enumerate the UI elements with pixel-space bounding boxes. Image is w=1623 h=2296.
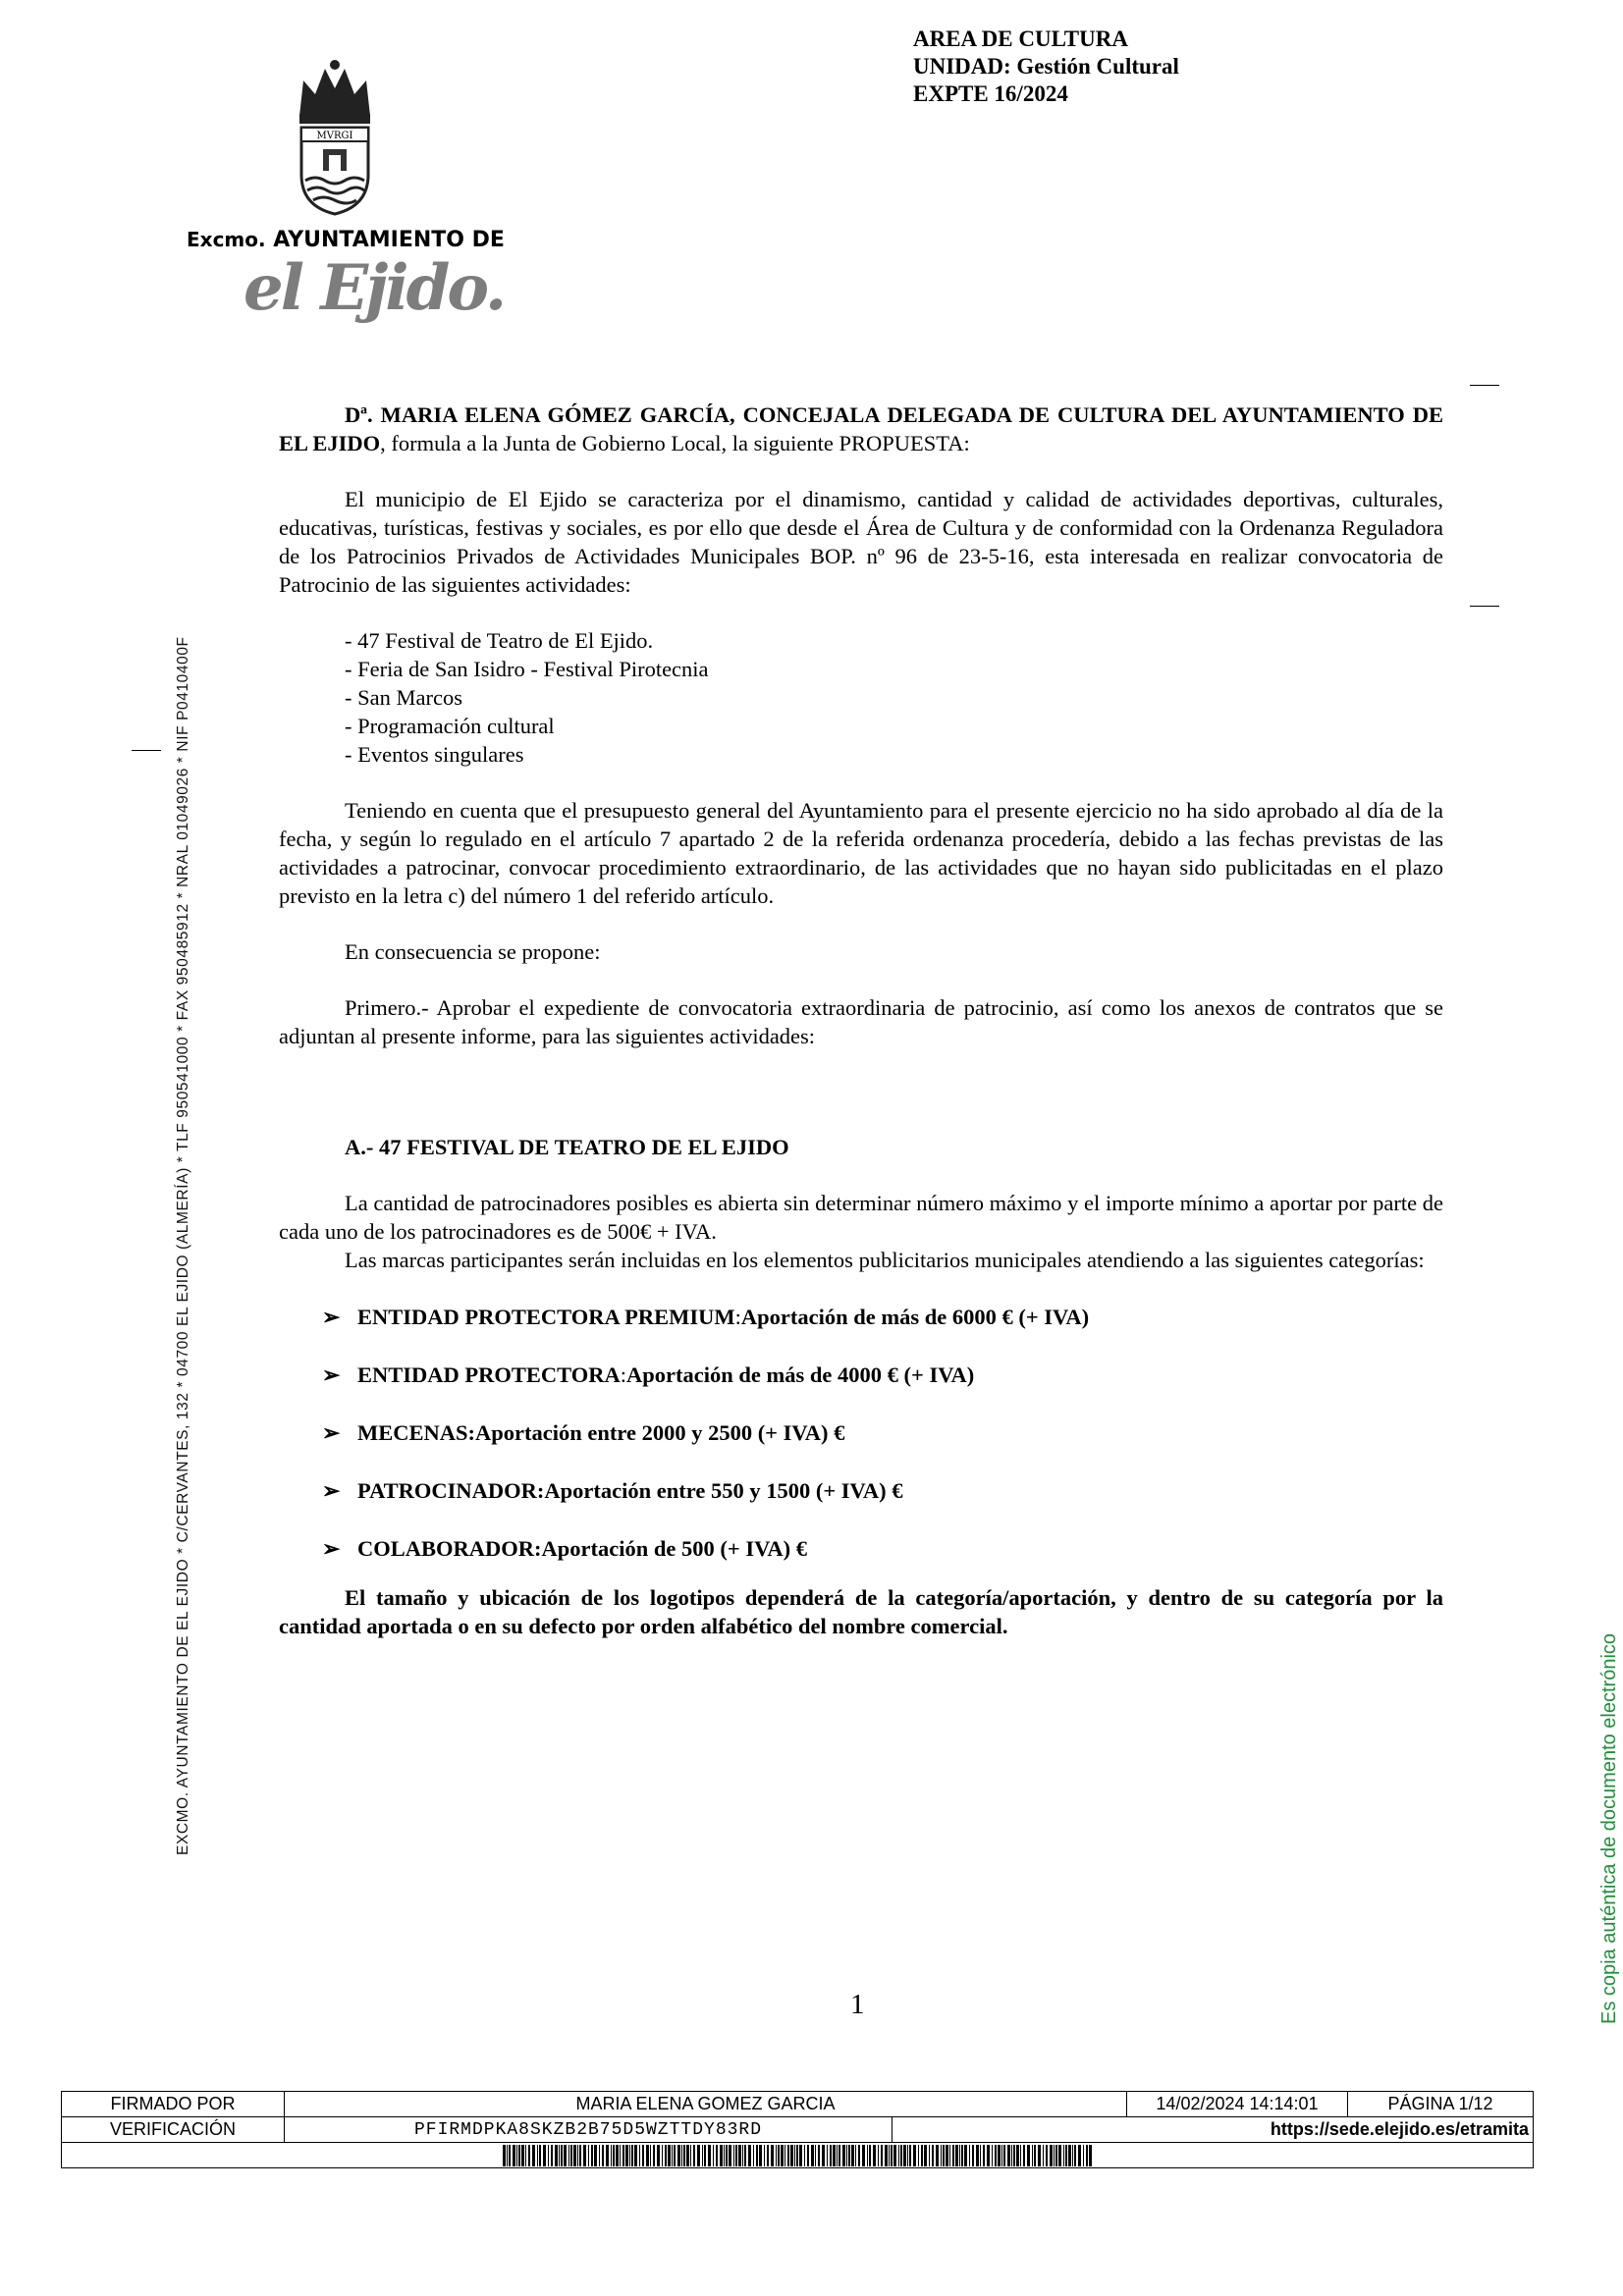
ayuntamiento-logo [187, 59, 505, 353]
margin-mark [1470, 606, 1499, 607]
arrow-bullet-icon: ➢ [322, 1478, 341, 1503]
side-authenticity-text: Es copia auténtica de documento electrónico [1598, 1632, 1620, 2024]
categories-list [279, 1288, 1443, 1577]
logo-title: Excmo. AYUNTAMIENTO DE [187, 228, 505, 252]
header-expte: EXPTE 16/2024 [913, 81, 1068, 106]
arrow-bullet-icon: ➢ [322, 1420, 341, 1445]
arrow-bullet-icon: ➢ [322, 1305, 341, 1329]
intro-paragraph [279, 400, 1443, 457]
list-item: ➢ ENTIDAD PROTECTORA : Aportación de más de 4000 € (+ IVA) [322, 1362, 975, 1387]
sign-date: 14/02/2024 14:14:01 [1127, 2092, 1348, 2117]
list-item: ➢ ENTIDAD PROTECTORA PREMIUM : Aportación de más de 6000 € (+ IVA) [322, 1305, 1090, 1329]
list-item: - Eventos singulares [345, 742, 524, 767]
signature-table [61, 2091, 1534, 2168]
list-item: - Programación cultural [345, 714, 555, 738]
page-counter: PÁGINA 1/12 [1348, 2092, 1534, 2117]
firmado-label: FIRMADO POR [62, 2092, 285, 2117]
intro-rest: , formula a la Junta de Gobierno Local, la siguiente PROPUESTA: [380, 431, 970, 455]
activities-list [279, 626, 1443, 769]
barcode-icon [503, 2145, 1092, 2166]
logo-ejido: el Ejido. [243, 251, 505, 325]
margin-mark [132, 750, 161, 751]
document-body [279, 400, 1443, 1640]
side-address-text: EXCMO. AYUNTAMIENTO DE EL EJIDO * C/CERVANTES, 132 * 04700 EL EJIDO (ALMERÍA) * TLF 950541000 * FAX 950485912 * NRAL 01049026 * NIF P0410400F [175, 636, 191, 1855]
barcode-cell [62, 2143, 1534, 2168]
paragraph-3: En consecuencia se propone: [345, 939, 601, 964]
document-header [913, 26, 1179, 108]
list-item: - Feria de San Isidro - Festival Pirotecnia [345, 657, 709, 681]
paragraph-6: Las marcas participantes serán incluidas en los elementos publicitarios municipales atendiendo a las siguientes categorías: [345, 1248, 1425, 1272]
firmado-value: MARIA ELENA GOMEZ GARCIA [285, 2092, 1127, 2117]
verification-code: PFIRMDPKA8SKZB2B75D5WZTTDY83RD [285, 2117, 893, 2143]
header-unidad: UNIDAD: Gestión Cultural [913, 54, 1179, 79]
arrow-bullet-icon: ➢ [322, 1362, 341, 1387]
paragraph-7: El tamaño y ubicación de los logotipos dependerá de la categoría/aportación, y dentro de su categoría por la cantidad aportada o en su defecto por orden alfabético del nombre comercial. [279, 1585, 1443, 1638]
list-item: ➢ MECENAS: Aportación entre 2000 y 2500 (+ IVA) € [322, 1420, 845, 1445]
list-item: - San Marcos [345, 685, 462, 710]
svg-text:MVRGI: MVRGI [316, 131, 353, 141]
page-number: 1 [850, 1989, 865, 2020]
verification-label: VERIFICACIÓN [62, 2117, 285, 2143]
list-item: ➢ COLABORADOR: Aportación de 500 (+ IVA) € [322, 1536, 808, 1561]
margin-mark [1470, 385, 1499, 386]
paragraph-5: La cantidad de patrocinadores posibles es abierta sin determinar número máximo y el importe mínimo a aportar por parte de cada uno de los patrocinadores es de 500€ + IVA. [279, 1191, 1443, 1244]
arrow-bullet-icon: ➢ [322, 1536, 341, 1561]
paragraph-1: El municipio de El Ejido se caracteriza por el dinamismo, cantidad y calidad de actividades deportivas, culturales, educativas, turísticas, festivas y sociales, es por ello que desde el Área de Cultura y de conformidad con la Ordenanza Reguladora de los Patrocinios Privados de Actividades Municipales BOP. nº 96 de 23-5-16, esta interesada en realizar convocatoria de Patrocinio de las siguientes actividades: [279, 487, 1443, 597]
intro-bold: Dª. MARIA ELENA GÓMEZ GARCÍA, CONCEJALA DELEGADA DE CULTURA DEL AYUNTAMIENTO DE EL EJIDO [279, 402, 1443, 455]
paragraph-2: Teniendo en cuenta que el presupuesto general del Ayuntamiento para el presente ejercicio no ha sido aprobado al día de la fecha, y según lo regulado en el artículo 7 apartado 2 de la referida ordenanza procedería, debido a las fechas previstas de las actividades a patrocinar, convocar procedimiento extraordinario, de las actividades que no hayan sido publicitadas en el plazo previsto en la letra c) del número 1 del referido artículo. [279, 798, 1443, 908]
crest-icon [290, 59, 380, 216]
list-item: - 47 Festival de Teatro de El Ejido. [345, 628, 654, 653]
verification-url[interactable]: https://sede.elejido.es/etramita [893, 2117, 1534, 2143]
header-area: AREA DE CULTURA [913, 27, 1128, 51]
list-item: ➢ PATROCINADOR: Aportación entre 550 y 1500 (+ IVA) € [322, 1478, 903, 1503]
section-a-title: A.- 47 FESTIVAL DE TEATRO DE EL EJIDO [345, 1135, 789, 1159]
paragraph-4: Primero.- Aprobar el expediente de convocatoria extraordinaria de patrocinio, así como los anexos de contratos que se adjuntan al presente informe, para las siguientes actividades: [279, 995, 1443, 1048]
